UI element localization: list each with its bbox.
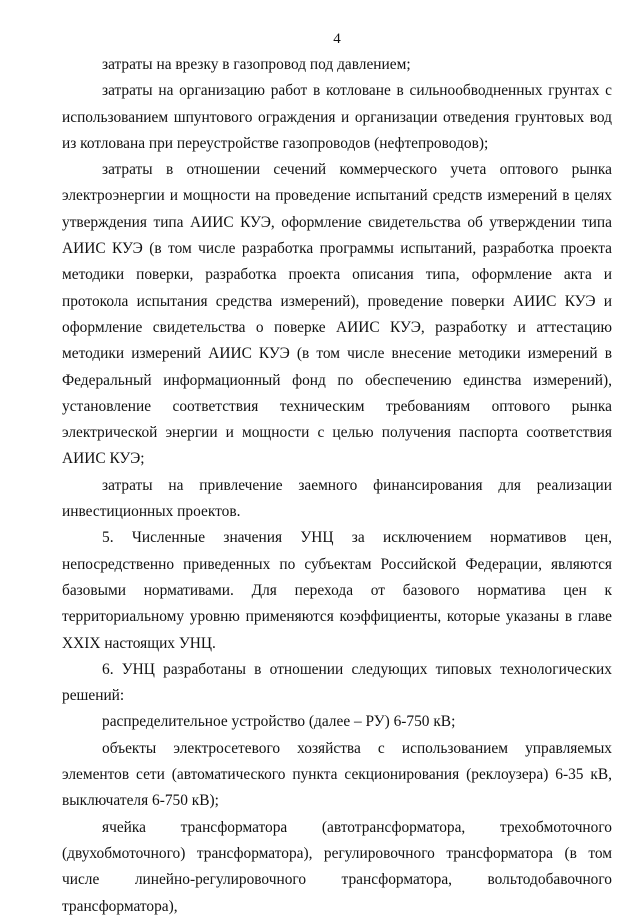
paragraph-switchgear: распределительное устройство (далее – РУ) 6-750 кВ; — [102, 713, 456, 731]
page-number: 4 — [333, 31, 341, 47]
paragraph-transformer-cell: ячейка трансформатора (автотрансформатора, трехобмоточного (двухобмоточного) трансформатора), регулировочного трансформатора (в том числе линейно-регулировочного трансформатора, вольтодобавочного трансформатора), — [62, 818, 612, 915]
paragraph-grid-facilities: объекты электросетевого хозяйства с использованием управляемых элементов сети (автоматического пункта секционирования (реклоузера) 6-35 кВ, выключателя 6-750 кВ); — [62, 739, 612, 810]
paragraph-financing-costs: затраты на привлечение заемного финансирования для реализации инвестиционных проектов. — [62, 476, 612, 521]
paragraph-excavation-costs: затраты на организацию работ в котловане в сильнообводненных грунтах с использованием шпунтового ограждения и организации отведения грунтовых вод из котлована при переустройстве газопроводов (нефтепроводов); — [62, 82, 612, 152]
paragraph-metering-costs: затраты в отношении сечений коммерческого учета оптового рынка электроэнергии и мощности на проведение испытаний средств измерений в целях утверждения типа АИИС КУЭ, оформление свидетельства об утверждении типа АИИС КУЭ (в том числе разработка программы испытаний, разработка проекта методики поверки, разработка проекта описания типа, оформление акта и протокола испытания средства измерений), проведение поверки АИИС КУЭ и оформление свидетельства о поверке АИИС КУЭ, разработку и аттестацию методики измерений АИИС КУЭ (в том числе внесение методики измерений в Федеральный информационный фонд по обеспечению единства измерений), установление соответствия техническим требованиям оптового рынка электрической энергии и мощности с целью получения паспорта соответствия АИИС КУЭ; — [62, 161, 612, 468]
paragraph-gas-tapping-costs: затраты на врезку в газопровод под давлением; — [102, 56, 411, 73]
paragraph-item-5: 5. Численные значения УНЦ за исключением нормативов цен, непосредственно приведенных по субъектам Российской Федерации, являются базовыми нормативами. Для перехода от базового норматива цен к территориальному уровню применяются коэффициенты, которые указаны в главе XXIX настоящих УНЦ. — [62, 529, 612, 652]
paragraph-item-6: 6. УНЦ разработаны в отношении следующих типовых технологических решений: — [62, 660, 612, 705]
